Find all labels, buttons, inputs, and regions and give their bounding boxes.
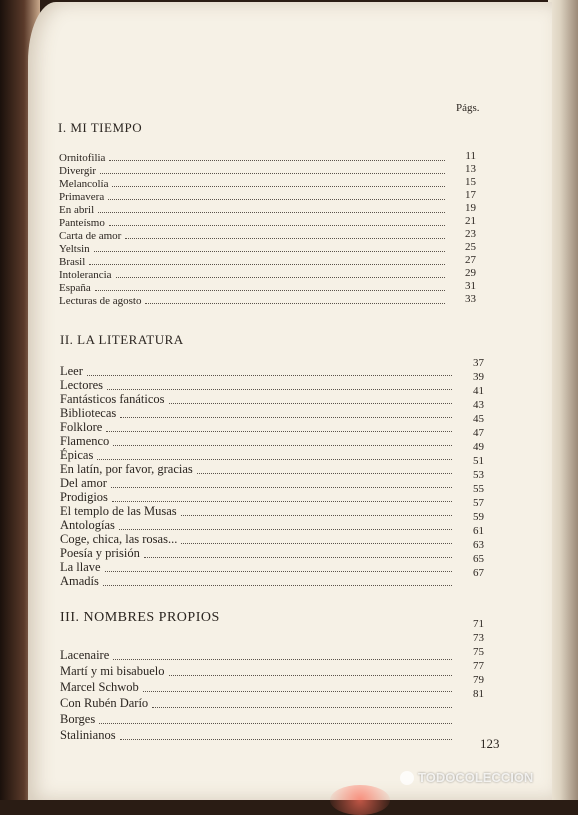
toc-entry-label: Folklore [60,420,103,434]
dot-leader [89,264,445,265]
toc-entry [59,163,449,177]
toc-entry-page: 47 [473,427,484,439]
toc-entry-page: 23 [465,228,476,240]
toc-entry-label: Amadís [60,574,99,588]
toc-entry-page: 79 [473,674,484,686]
toc-entry [60,681,456,695]
toc-entry-page: 65 [473,553,484,565]
dot-leader [120,417,452,418]
dot-leader [113,445,452,446]
toc-entry-label: Carta de amor [59,230,122,242]
dot-leader [116,277,445,278]
toc-entry [60,665,456,679]
toc-entry-label: Coge, chica, las rosas... [60,532,178,546]
toc-entry-page: 25 [465,241,476,253]
toc-entry [59,176,449,190]
toc-entry [60,491,456,505]
dot-leader [98,212,445,213]
toc-entry-label: Melancolía [59,178,109,190]
toc-entry-page: 15 [465,176,476,188]
dot-leader [87,375,452,376]
dot-leader [100,173,445,174]
toc-entry-page: 61 [473,525,484,537]
dot-leader [113,659,452,660]
toc-entry [60,365,456,379]
watermark [400,770,533,785]
toc-entry [59,228,449,242]
toc-entry-page: 49 [473,441,484,453]
toc-entry-label: Lectores [60,378,104,392]
toc-entry-label: Borges [60,712,96,726]
toc-entry-page: 29 [465,267,476,279]
toc-entry-label: Intolerancia [59,269,112,281]
toc-entry-page: 71 [473,618,484,630]
page-number-folio: 123 [480,736,500,751]
toc-entry [60,713,456,727]
toc-entry-page: 63 [473,539,484,551]
dot-leader [109,160,445,161]
toc-entry-page: 51 [473,455,484,467]
toc-entry [60,519,456,533]
toc-entry-label: Lacenaire [60,648,110,662]
dot-leader [106,431,452,432]
toc-entry-page: 75 [473,646,484,658]
toc-entry-label: Stalinianos [60,728,116,742]
dot-leader [112,186,445,187]
toc-entry-label: Leer [60,364,83,378]
toc-entry-page: 81 [473,688,484,700]
toc-entry [60,393,456,407]
toc-entry-page: 73 [473,632,484,644]
toc-entry [60,421,456,435]
toc-entry-label: Con Rubén Darío [60,696,149,710]
toc-entry-page: 37 [473,357,484,369]
toc-entry-label: Prodigios [60,490,108,504]
light-glare [330,785,390,815]
toc-entry-label: Panteísmo [59,217,105,229]
toc-entry-page: 45 [473,413,484,425]
toc-entry-label: Fantásticos fanáticos [60,392,165,406]
toc-entry-page: 41 [473,385,484,397]
book-page [28,2,552,800]
dot-leader [105,571,452,572]
toc-entry [60,649,456,663]
toc-entry [59,280,449,294]
toc-entry [59,241,449,255]
pages-column-header: Págs. [456,102,480,114]
toc-entry-label: Yeltsin [59,243,90,255]
toc-entry [59,254,449,268]
dot-leader [125,238,445,239]
toc-entry [60,407,456,421]
toc-entry-label: Ornitofilia [59,152,106,164]
dot-leader [94,251,445,252]
toc-entry-page: 39 [473,371,484,383]
dot-leader [197,473,452,474]
toc-entry-label: Del amor [60,476,107,490]
toc-entry [60,729,456,743]
dot-leader [103,585,452,586]
toc-entry [60,533,456,547]
toc-entry-label: España [59,282,91,294]
toc-entry-label: En abril [59,204,95,216]
toc-entry-page: 67 [473,567,484,579]
toc-entry-page: 33 [465,293,476,305]
dot-leader [169,403,453,404]
toc-entry-page: 55 [473,483,484,495]
toc-entry-label: El templo de las Musas [60,504,177,518]
section-title-la-literatura: II. LA LITERATURA [60,332,184,347]
toc-entry [59,202,449,216]
dot-leader [95,290,445,291]
toc-entry-label: Poesía y prisión [60,546,140,560]
toc-entry [59,215,449,229]
dot-leader [112,501,452,502]
dot-leader [99,723,452,724]
toc-entry-page: 27 [465,254,476,266]
dot-leader [119,529,452,530]
dot-leader [120,739,452,740]
toc-entry-label: La llave [60,560,101,574]
dot-leader [145,303,445,304]
toc-entry-page: 21 [465,215,476,227]
toc-entry [60,463,456,477]
section-title-mi-tiempo: I. MI TIEMPO [58,120,143,135]
toc-entry [60,477,456,491]
toc-entry-page: 31 [465,280,476,292]
dot-leader [109,225,445,226]
section-title-nombres-propios: III. NOMBRES PROPIOS [60,610,220,625]
toc-entry-label: Primavera [59,191,105,203]
toc-entry [59,189,449,203]
toc-entry [60,575,456,589]
dot-leader [169,675,453,676]
toc-entry [60,505,456,519]
dot-leader [181,543,452,544]
dot-leader [144,557,452,558]
toc-entry-label: Lecturas de agosto [59,295,142,307]
toc-entry-label: Épicas [60,448,94,462]
toc-entry-label: Bibliotecas [60,406,117,420]
toc-entry [60,435,456,449]
toc-entry [60,379,456,393]
toc-entry-page: 43 [473,399,484,411]
toc-entry-label: En latín, por favor, gracias [60,462,193,476]
toc-entry [59,267,449,281]
toc-entry-page: 11 [465,150,476,162]
toc-entry [60,547,456,561]
toc-entry-label: Marcel Schwob [60,680,139,694]
toc-entry-label: Antologías [60,518,115,532]
toc-entry-page: 17 [465,189,476,201]
toc-entry-page: 57 [473,497,484,509]
toc-entry-label: Divergir [59,165,97,177]
toc-entry-page: 77 [473,660,484,672]
watermark-text: TODOCOLECCION [418,770,534,785]
toc-entry [60,697,456,711]
toc-entry [60,449,456,463]
toc-entry-label: Brasil [59,256,86,268]
toc-entry-label: Martí y mi bisabuelo [60,664,165,678]
dot-leader [181,515,452,516]
toc-entry-page: 59 [473,511,484,523]
toc-entry [60,561,456,575]
dot-leader [108,199,445,200]
toc-entry [59,150,449,164]
dot-leader [111,487,452,488]
watermark-logo-icon [400,771,414,785]
dot-leader [97,459,452,460]
toc-entry-page: 53 [473,469,484,481]
dot-leader [152,707,452,708]
dot-leader [143,691,452,692]
toc-entry-label: Flamenco [60,434,110,448]
dot-leader [107,389,452,390]
page-stack-edge [548,0,578,800]
toc-entry [59,293,449,307]
toc-entry-page: 19 [465,202,476,214]
toc-entry-page: 13 [465,163,476,175]
